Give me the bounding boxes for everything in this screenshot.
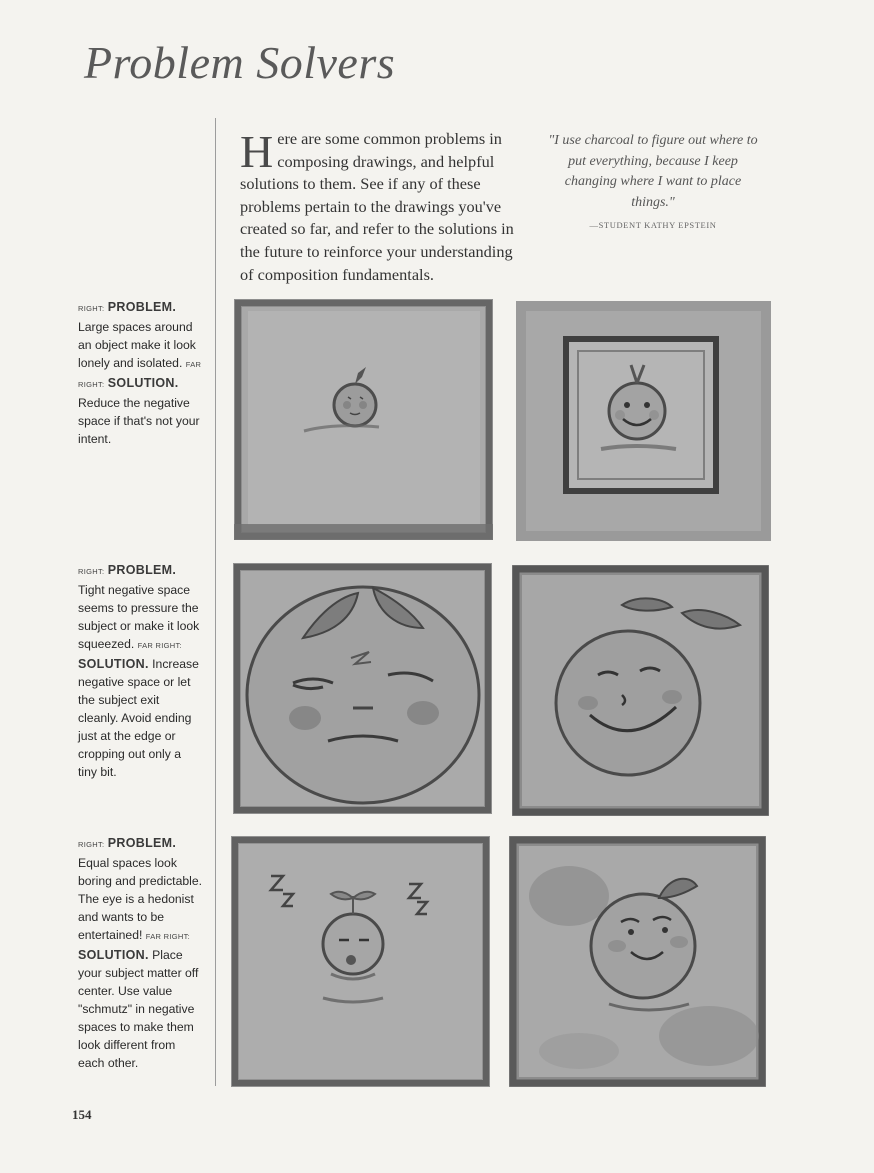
caption-3-solution-text: Place your subject matter off center. Use value "schmutz" in negative spaces to make them look different from each other. xyxy=(78,948,199,1070)
quote-attribution: —STUDENT KATHY EPSTEIN xyxy=(589,220,717,230)
caption-2-problem-text: Tight negative space seems to pressure the subject or make it look squeezed. xyxy=(78,583,200,651)
drawing-solution-2-svg xyxy=(512,565,769,816)
caption-3-problem-keyword: PROBLEM. xyxy=(107,836,177,850)
drawing-problem-1-svg xyxy=(234,299,493,540)
caption-1-solution-text: Reduce the negative space if that's not your intent. xyxy=(78,396,200,446)
drawing-solution-1 xyxy=(516,301,771,541)
caption-1-problem-label: RIGHT: xyxy=(78,304,105,313)
drawing-solution-1-svg xyxy=(516,301,771,541)
caption-2 xyxy=(78,561,203,781)
caption-1 xyxy=(78,298,203,448)
caption-1-problem-text: Large spaces around an object make it look lonely and isolated. xyxy=(78,320,196,370)
drawing-solution-3-svg xyxy=(509,836,766,1087)
caption-3 xyxy=(78,834,203,1072)
page-number: 154 xyxy=(72,1107,92,1122)
caption-2-solution-text: Increase negative space or let the subject exit cleanly. Avoid ending just at the edge or cropping out only a tiny bit. xyxy=(78,657,199,779)
drop-cap: H xyxy=(240,126,274,177)
caption-3-problem-label: RIGHT: xyxy=(78,840,105,849)
pull-quote: "I use charcoal to figure out where to put everything, because I keep changing where I want to place things." xyxy=(548,133,758,210)
column-divider xyxy=(215,118,216,1086)
caption-3-solution-label: FAR RIGHT: xyxy=(145,932,191,941)
drawing-problem-3-svg xyxy=(231,836,490,1087)
caption-3-solution-keyword: SOLUTION. xyxy=(78,948,149,962)
caption-1-solution-label: FAR RIGHT: xyxy=(78,360,202,389)
intro-paragraph xyxy=(240,128,522,286)
caption-1-problem-keyword: PROBLEM. xyxy=(107,300,177,314)
drawing-problem-1 xyxy=(234,299,493,540)
drawing-problem-2-svg xyxy=(233,563,492,814)
drawing-solution-2 xyxy=(512,565,769,816)
caption-2-problem-label: RIGHT: xyxy=(78,567,105,576)
caption-3-problem-text: Equal spaces look boring and predictable. The eye is a hedonist and wants to be entertained! xyxy=(78,856,202,942)
drawing-problem-2 xyxy=(233,563,492,814)
page-title: Problem Solvers xyxy=(84,37,396,88)
drawing-solution-3 xyxy=(509,836,766,1087)
caption-2-solution-label: FAR RIGHT: xyxy=(137,641,182,650)
caption-2-problem-keyword: PROBLEM. xyxy=(107,563,177,577)
caption-2-solution-keyword: SOLUTION. xyxy=(78,657,149,671)
intro-text: ere are some common problems in composing drawings, and helpful solutions to them. See if any of these problems pertain to the drawings you've created so far, and refer to the solutions in the future to reinforce your understanding of composition fundamentals. xyxy=(240,129,514,284)
caption-1-solution-keyword: SOLUTION. xyxy=(107,376,179,390)
drawing-problem-3 xyxy=(231,836,490,1087)
